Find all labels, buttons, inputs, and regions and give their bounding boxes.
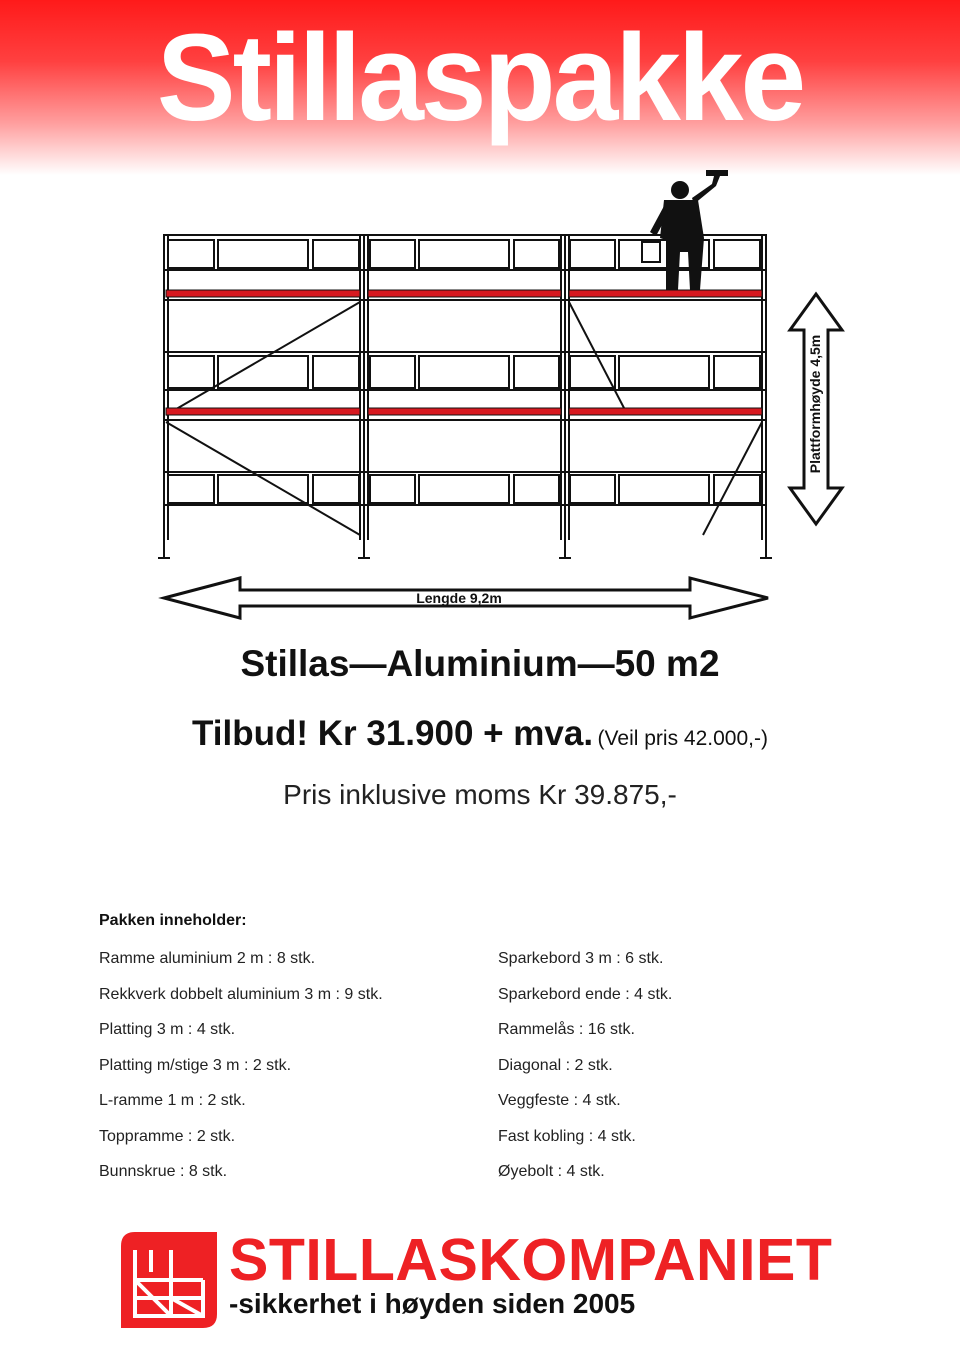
height-arrow <box>790 294 842 524</box>
list-item: Rammelås : 16 stk. <box>498 1021 635 1038</box>
price-incl-vat: Pris inklusive moms Kr 39.875,- <box>283 779 677 810</box>
brand-tagline: -sikkerhet i høyden siden 2005 <box>229 1288 636 1319</box>
offer-price: Tilbud! Kr 31.900 + mva. <box>192 714 594 753</box>
offer-line <box>0 714 960 754</box>
list-price: (Veil pris 42.000,-) <box>597 727 768 750</box>
list-item: Ramme aluminium 2 m : 8 stk. <box>99 950 316 967</box>
length-arrow <box>164 578 768 618</box>
contents-left-list <box>99 948 383 1197</box>
list-item: Sparkebord 3 m : 6 stk. <box>498 950 664 967</box>
product-title: Stillas—Aluminium—50 m2 <box>240 643 720 684</box>
list-item: Øyebolt : 4 stk. <box>498 1163 605 1180</box>
length-label: Lengde 9,2m <box>416 590 502 606</box>
brand-name: STILLASKOMPANIET <box>229 1227 833 1293</box>
list-item: Platting 3 m : 4 stk. <box>99 1021 236 1038</box>
list-item: Platting m/stige 3 m : 2 stk. <box>99 1056 292 1074</box>
list-item: Bunnskrue : 8 stk. <box>99 1163 228 1180</box>
list-item: Diagonal : 2 stk. <box>498 1056 613 1074</box>
painter-figure <box>642 170 728 290</box>
scaffold-drawing <box>0 0 960 640</box>
height-label: Plattformhøyde 4,5m <box>807 334 823 474</box>
brand-logo-icon <box>121 1232 217 1328</box>
contents-heading: Pakken inneholder: <box>99 912 247 929</box>
contents-right-list <box>498 948 672 1197</box>
list-item: Rekkverk dobbelt aluminium 3 m : 9 stk. <box>99 985 383 1003</box>
list-item: Sparkebord ende : 4 stk. <box>498 985 673 1003</box>
list-item: Fast kobling : 4 stk. <box>498 1127 636 1145</box>
list-item: Veggfeste : 4 stk. <box>498 1092 621 1109</box>
list-item: L-ramme 1 m : 2 stk. <box>99 1092 246 1109</box>
page-title: Stillaspakke <box>156 8 804 148</box>
list-item: Toppramme : 2 stk. <box>99 1127 236 1145</box>
